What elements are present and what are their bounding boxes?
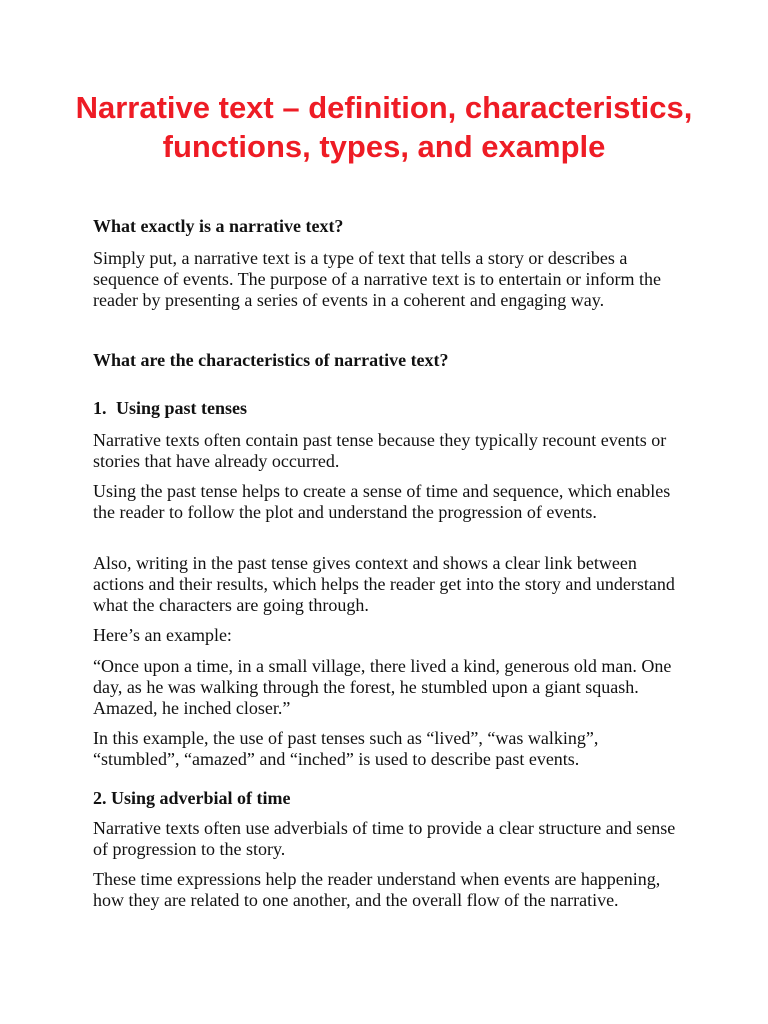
past-tense-paragraph-2: Using the past tense helps to create a sense of time and sequence, which enables the reader to follow the plot and understand the progression of events. [93,481,671,522]
section-heading-past-tenses [93,398,683,419]
question-heading-definition: What exactly is a narrative text? [93,216,344,236]
adverbial-paragraph-2: These time expressions help the reader understand when events are happening, how they are related to one another, and the overall flow of the narrative. [93,869,661,910]
document-title: Narrative text – definition, characteristics, functions, types, and example [75,90,693,164]
adverbial-paragraph-1: Narrative texts often use adverbials of time to provide a clear structure and sense of progression to the story. [93,818,676,859]
past-tense-paragraph-1: Narrative texts often contain past tense because they typically recount events or stories that have already occurred. [93,430,667,471]
past-tense-paragraph-3: Also, writing in the past tense gives context and shows a clear link between actions and their results, which helps the reader get into the story and understand what the characters are going through. [93,553,675,615]
definition-paragraph: Simply put, a narrative text is a type of text that tells a story or describes a sequence of events. The purpose of a narrative text is to entertain or inform the reader by presenting a series of events in a coherent and engaging way. [93,248,661,310]
section-number: 1. [93,398,107,418]
example-quote: “Once upon a time, in a small village, there lived a kind, generous old man. One day, as he was walking through the forest, he stumbled upon a giant squash. Amazed, he inched closer.” [93,656,672,718]
example-explanation: In this example, the use of past tenses such as “lived”, “was walking”, “stumbled”, “amazed” and “inched” is used to describe past events. [93,728,599,769]
question-heading-characteristics: What are the characteristics of narrative text? [93,350,449,370]
section-heading-adverbial: 2. Using adverbial of time [93,788,291,808]
section-heading-label: Using past tenses [116,398,248,418]
example-intro: Here’s an example: [93,625,232,645]
